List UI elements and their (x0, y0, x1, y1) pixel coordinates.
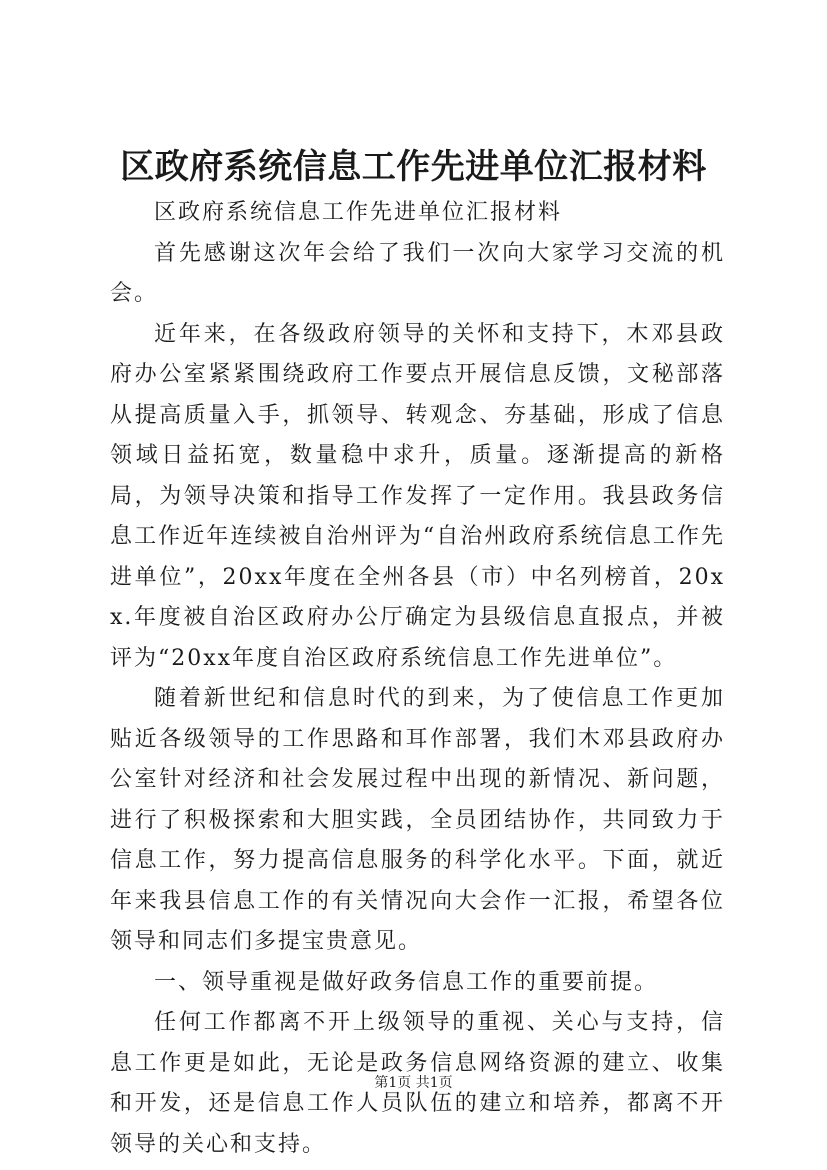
paragraph: 近年来，在各级政府领导的关怀和支持下，木邓县政府办公室紧紧围绕政府工作要点开展信息反馈，文秘部落从提高质量入手，抓领导、转观念、夯基础，形成了信息领域日益拓宽，数量稳中求升，质量。逐渐提高的新格局，为领导决策和指导工作发挥了一定作用。我县政务信息工作近年连续被自治州评为“自治州政府系统信息工作先进单位”，20xx年度在全州各县（市）中名列榜首，20xx.年度被自治区政府办公厅确定为县级信息直报点，并被评为“20xx年度自治区政府系统信息工作先进单位”。 (110, 321, 725, 671)
paragraph: 任何工作都离不开上级领导的重视、关心与支持，信息工作更是如此，无论是政务信息网络资源的建立、收集和开发，还是信息工作人员队伍的建立和培养，都离不开领导的关心和支持。 (110, 1010, 725, 1157)
paragraph: 首先感谢这次年会给了我们一次向大家学习交流的机会。 (110, 240, 725, 306)
paragraph: 随着新世纪和信息时代的到来，为了使信息工作更加贴近各级领导的工作思路和耳作部署，我们木邓县政府办公室针对经济和社会发展过程中出现的新情况、新问题，进行了积极探索和大胆实践，全员团结协作，共同致力于信息工作，努力提高信息服务的科学化水平。下面，就近年来我县信息工作的有关情况向大会作一汇报，希望各位领导和同志们多提宝贵意见。 (110, 686, 725, 954)
page-footer: 第1页 共1页 (374, 1075, 453, 1091)
paragraph: 一、领导重视是做好政务信息工作的重要前提。 (154, 969, 659, 995)
paragraph: 区政府系统信息工作先进单位汇报材料 (154, 200, 563, 225)
document-body (110, 193, 725, 1165)
document-title: 区政府系统信息工作先进单位汇报材料 (120, 147, 707, 187)
